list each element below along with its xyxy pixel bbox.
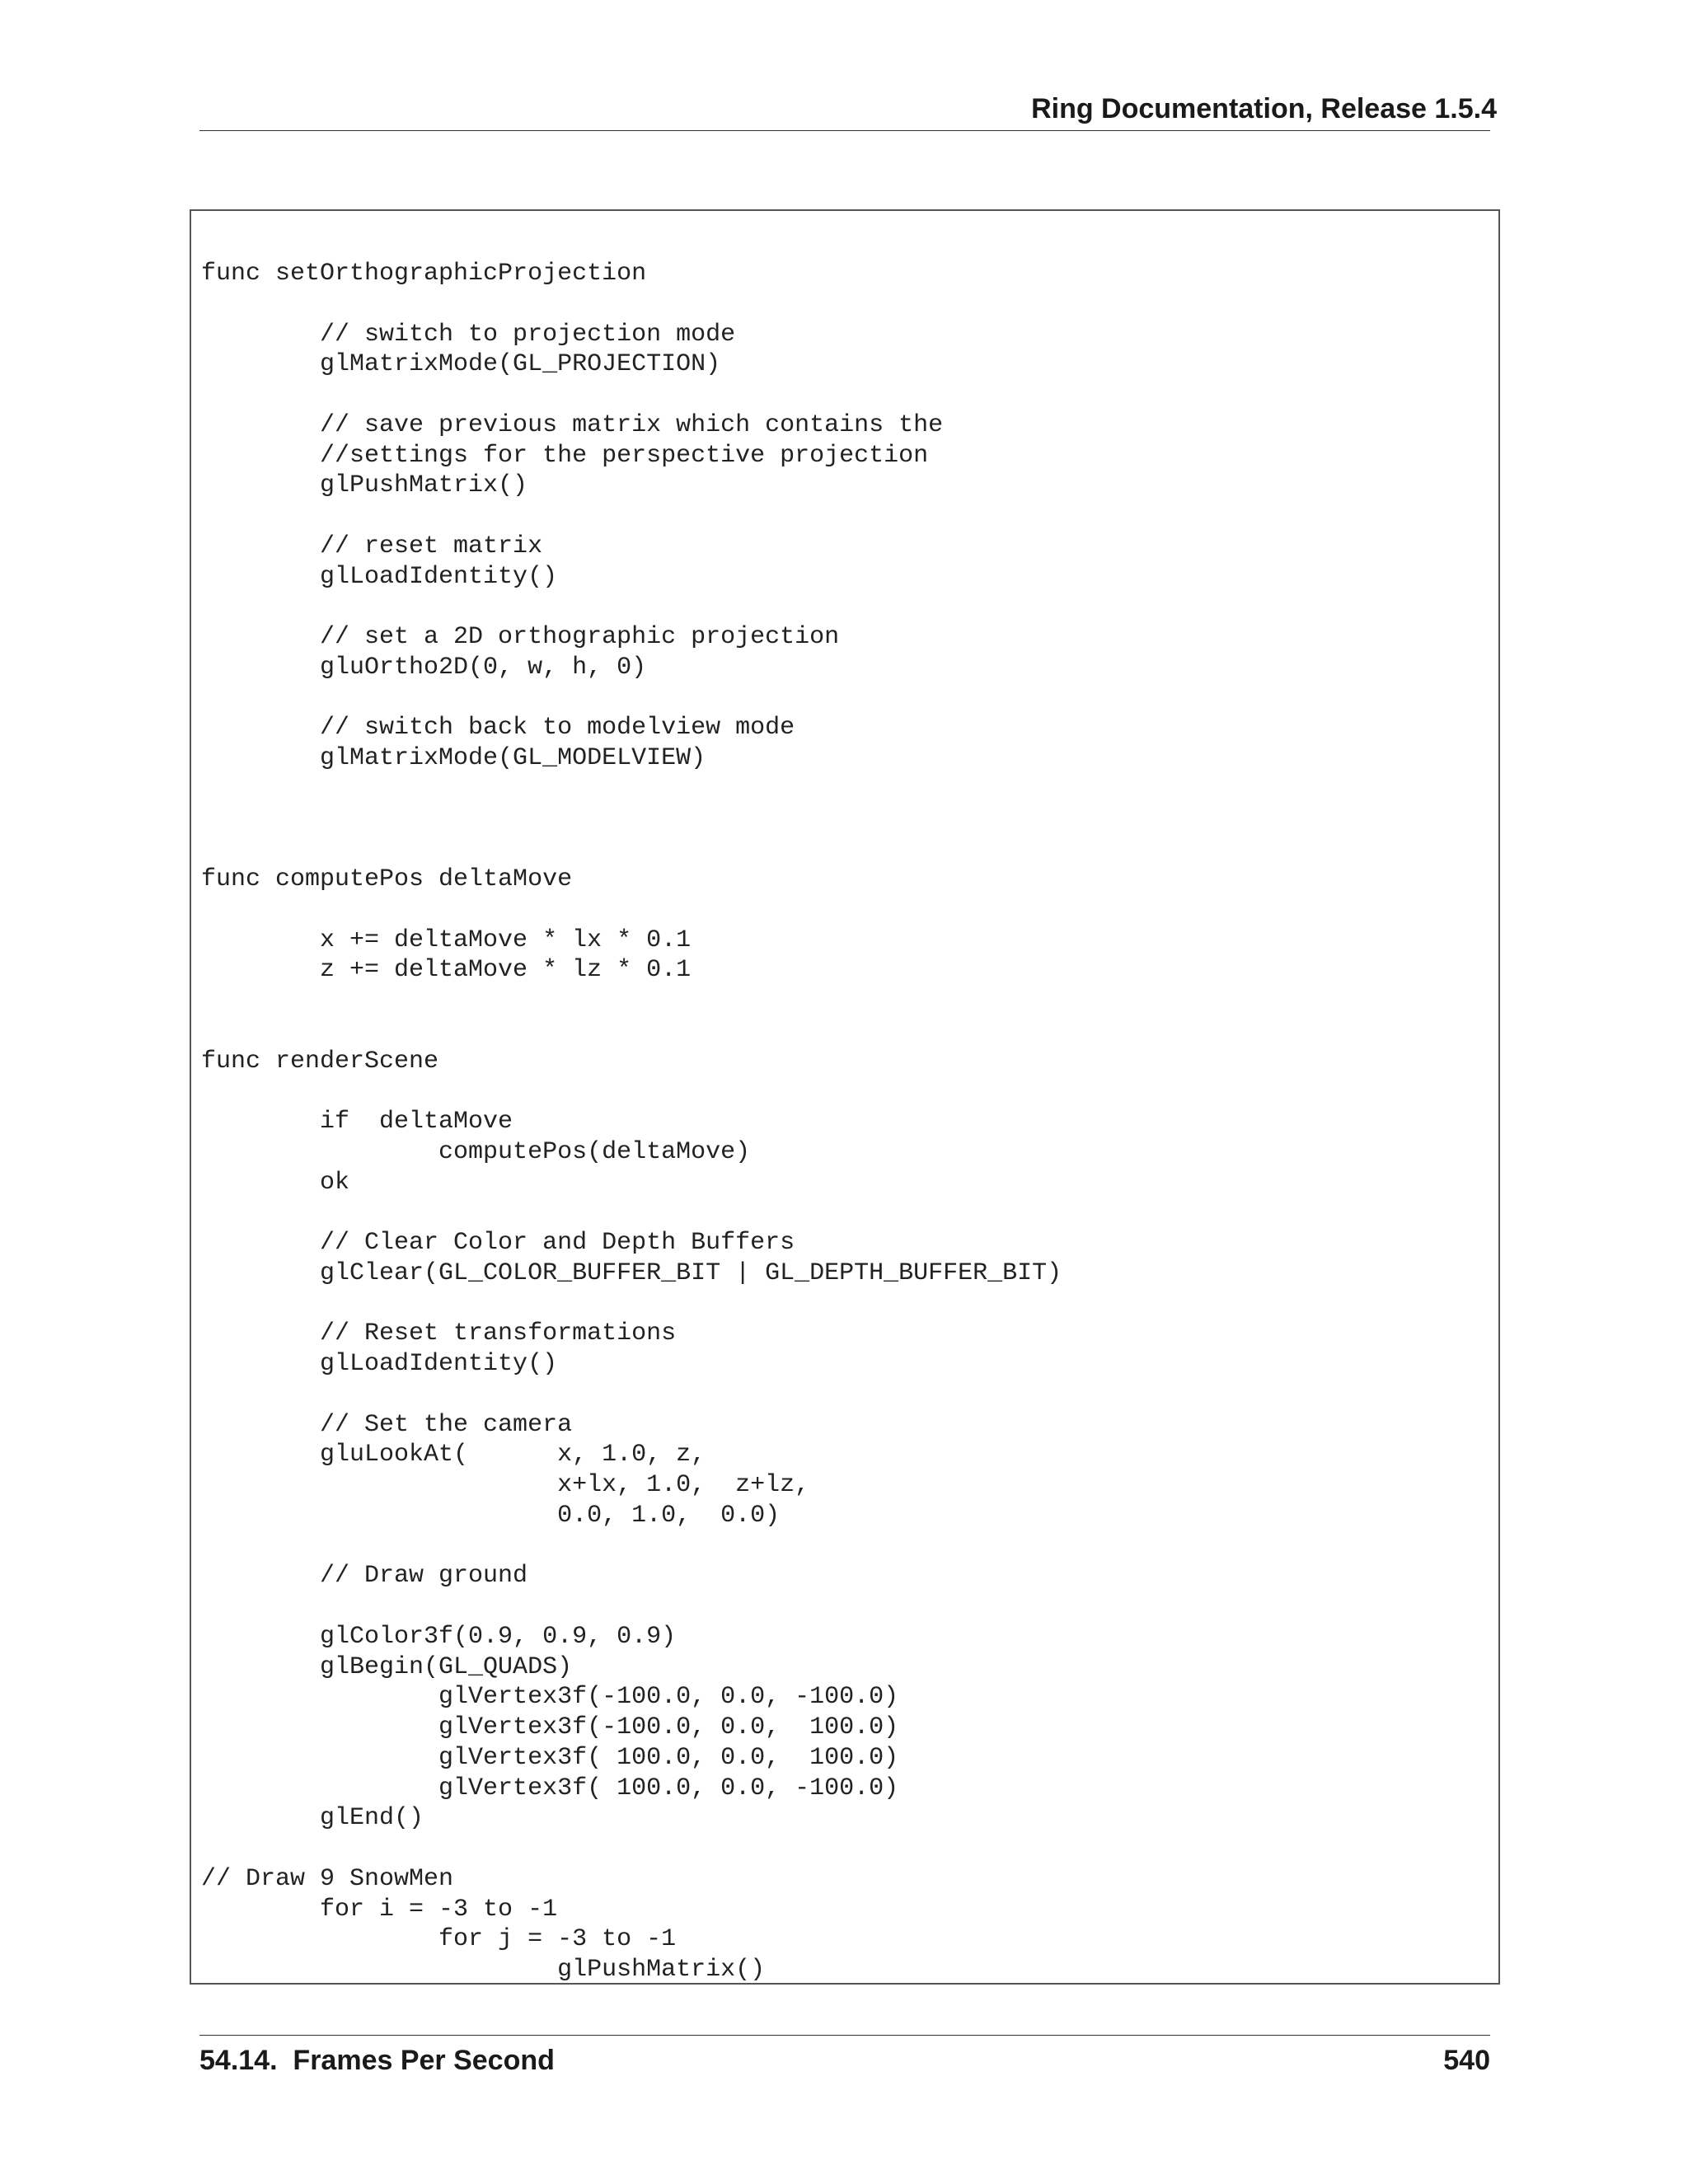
footer-section-title: 54.14. Frames Per Second <box>199 2045 555 2076</box>
footer-rule <box>199 2035 1490 2036</box>
code-block <box>190 209 1500 1985</box>
header-title: Ring Documentation, Release 1.5.4 <box>1031 93 1497 124</box>
code-listing: func setOrthographicProjection // switch to projection mode glMatrixMode(GL_PROJECTION) // save previous matrix which contains the //settings for the perspective projection glPushMatrix() // reset matrix glLoadIdentity() // set a 2D orthographic projection gluOrtho2D(0, w, h, 0) // switch back to modelview mode glMatrixMode(GL_MODELVIEW) func computePos deltaMove x += deltaMove * lx * 0.1 z += deltaMove * lz * 0.1 func renderScene if deltaMove computePos(deltaMove) ok // Clear Color and Depth Buffers glClear(GL_COLOR_BUFFER_BIT | GL_DEPTH_BUFFER_BIT) // Reset transformations glLoadIdentity() // Set the camera gluLookAt( x, 1.0, z, x+lx, 1.0, z+lz, 0.0, 1.0, 0.0) // Draw ground glColor3f(0.9, 0.9, 0.9) glBegin(GL_QUADS) glVertex3f(-100.0, 0.0, -100.0) glVertex3f(-100.0, 0.0, 100.0) glVertex3f( 100.0, 0.0, 100.0) glVertex3f( 100.0, 0.0, -100.0) glEnd() // Draw 9 SnowMen for i = -3 to -1 for j = -3 to -1 glPushMatrix() <box>201 260 1062 1984</box>
footer-page-number: 540 <box>1443 2045 1490 2076</box>
header-rule <box>199 130 1490 131</box>
